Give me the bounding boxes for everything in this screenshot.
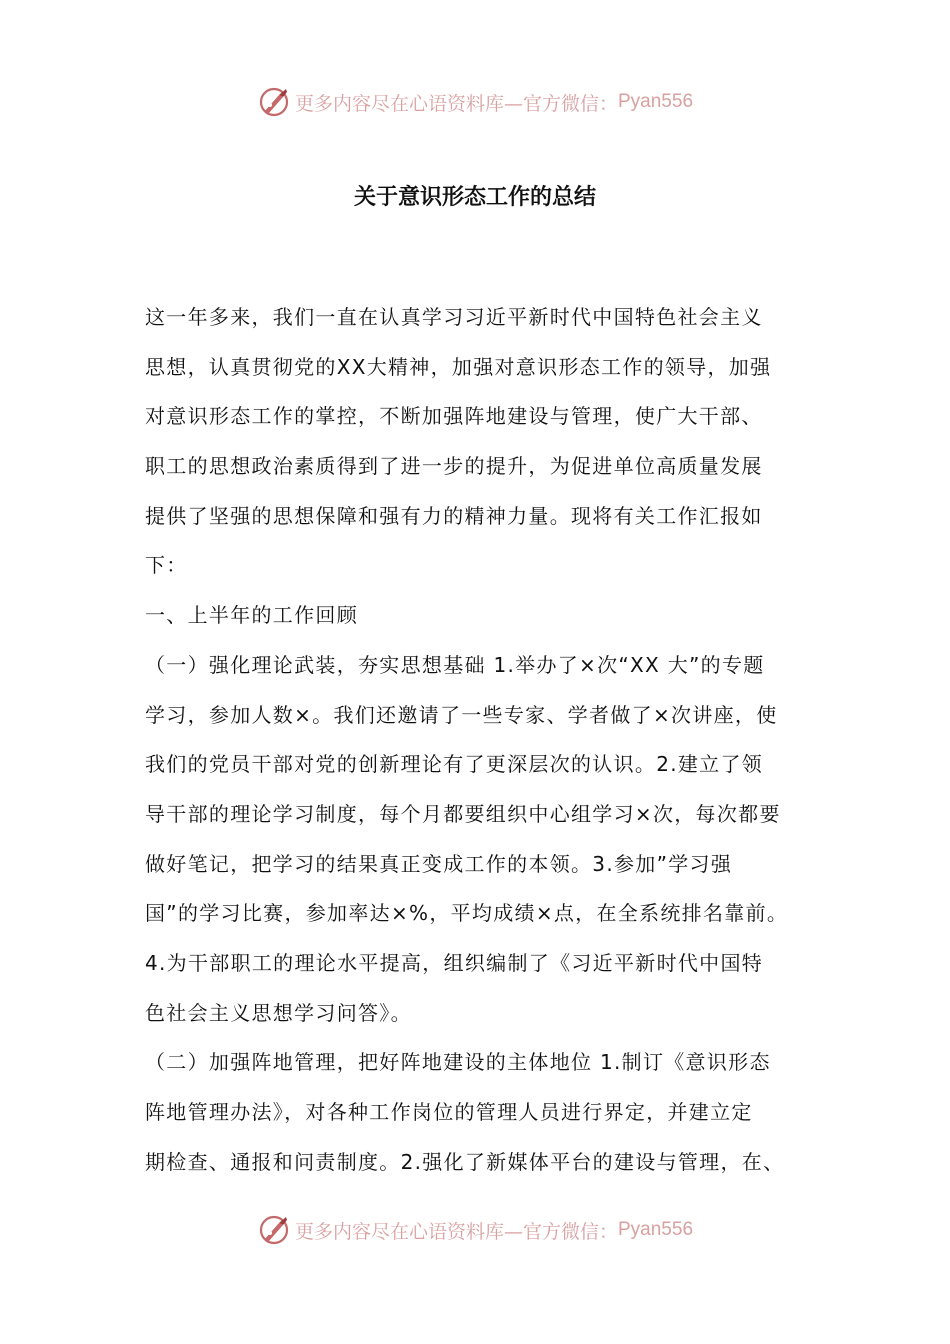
body-line: 4.为干部职工的理论水平提高，组织编制了《习近平新时代中国特: [145, 950, 764, 975]
body-line: 提供了坚强的思想保障和强有力的精神力量。现将有关工作汇报如: [145, 503, 763, 528]
body-line: 学习，参加人数×。我们还邀请了一些专家、学者做了×次讲座，使: [145, 702, 778, 727]
body-line: （二）加强阵地管理，把好阵地建设的主体地位 1.制订《意识形态: [145, 1050, 771, 1075]
document-body: [145, 293, 825, 1187]
watermark-text: 更多内容尽在心语资料库—官方微信：: [294, 1220, 618, 1243]
watermark-footer: [0, 1210, 950, 1250]
body-line: 这一年多来，我们一直在认真学习习近平新时代中国特色社会主义: [145, 305, 763, 329]
section-heading: 一、上半年的工作回顾: [145, 603, 358, 628]
watermark-wechat-id: Pyan556: [618, 91, 694, 112]
body-line: 期检查、通报和问责制度。2.强化了新媒体平台的建设与管理，在、: [145, 1149, 785, 1174]
body-line: 色社会主义思想学习问答》。: [145, 1000, 412, 1025]
body-line: 下：: [145, 553, 188, 578]
body-line: 思想，认真贯彻党的XX大精神，加强对意识形态工作的领导，加强: [145, 354, 772, 379]
pen-nib-logo-icon: [257, 85, 291, 119]
watermark-wechat-id: Pyan556: [618, 1219, 694, 1240]
body-line: 我们的党员干部对党的创新理论有了更深层次的认识。2.建立了领: [145, 752, 764, 777]
body-line: 职工的思想政治素质得到了进一步的提升，为促进单位高质量发展: [145, 454, 763, 479]
body-line: 阵地管理办法》，对各种工作岗位的管理人员进行界定，并建立定: [145, 1100, 753, 1124]
pen-nib-logo-icon: [257, 1213, 291, 1247]
body-line: 做好笔记，把学习的结果真正变成工作的本领。3.参加”学习强: [145, 851, 733, 876]
body-line: 对意识形态工作的掌控，不断加强阵地建设与管理，使广大干部、: [145, 404, 763, 429]
watermark-text: 更多内容尽在心语资料库—官方微信：: [294, 92, 618, 115]
document-title: 关于意识形态工作的总结: [353, 185, 596, 210]
body-line: 国”的学习比赛，参加率达×%，平均成绩×点，在全系统排名靠前。: [145, 901, 789, 926]
body-line: 导干部的理论学习制度，每个月都要组织中心组学习×次，每次都要: [145, 801, 781, 826]
watermark-header: [0, 82, 950, 122]
body-line: （一）强化理论武装，夯实思想基础 1.举办了×次“XX 大”的专题: [145, 652, 765, 677]
